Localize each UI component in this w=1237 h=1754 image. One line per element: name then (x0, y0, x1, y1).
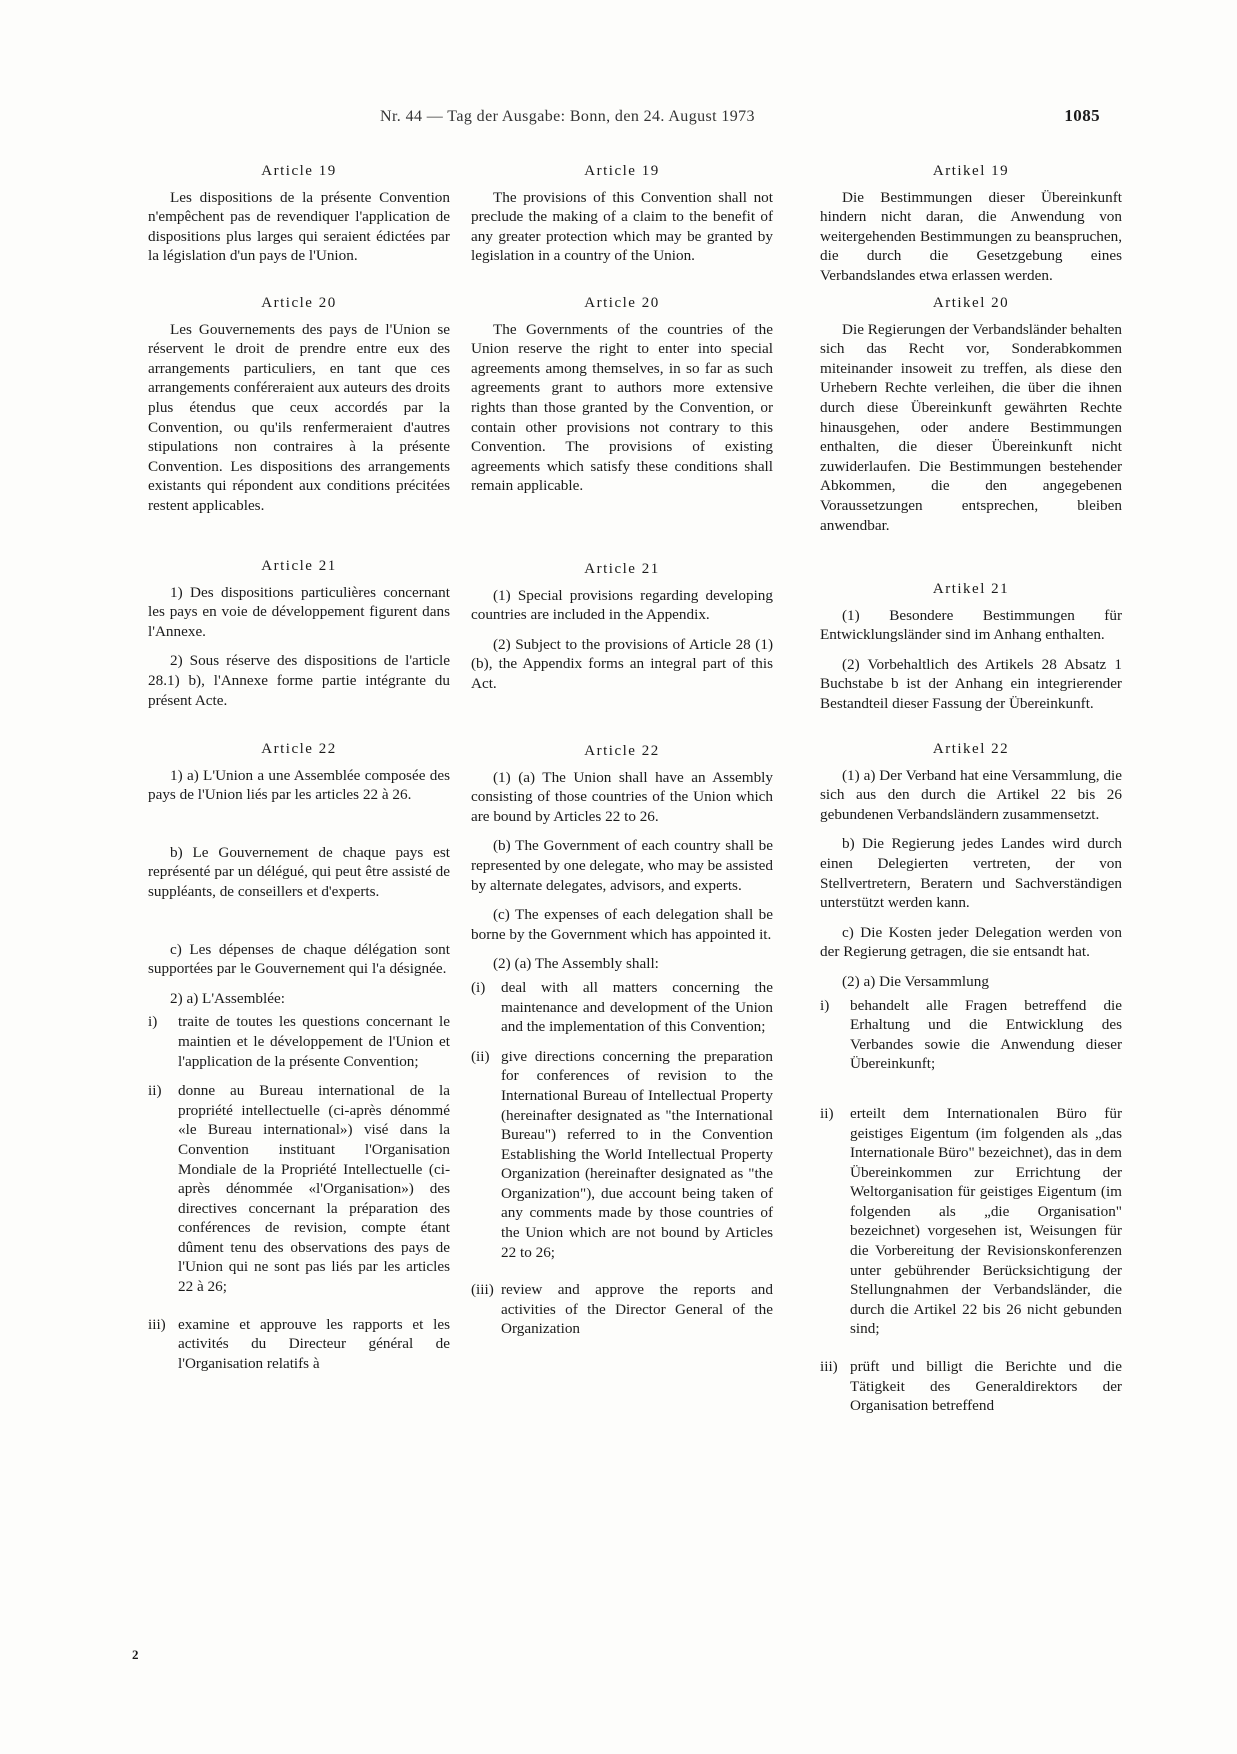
article-heading: Article 19 (584, 163, 660, 179)
article-paragraph: The Governments of the countries of the Union reserve the right to enter into special agreements among themselves, in so far as such agreements grant to authors more extensive rights than those granted by the Convention, or contain other provisions not contrary to this Convention. The provisions of existing agreements which satisfy these conditions shall remain applicable. (471, 320, 773, 495)
article-heading: Artikel 22 (932, 741, 1010, 757)
article-20-de (820, 294, 1122, 545)
list-item (820, 1357, 1122, 1416)
article-heading: Article 19 (261, 163, 337, 179)
signature-mark: 2 (132, 1647, 139, 1662)
article-paragraph: (2) (a) The Assembly shall: (493, 955, 659, 973)
article-paragraph: (1) Special provisions regarding developing countries are included in the Appendix. (471, 586, 773, 624)
article-paragraph: 1) a) L'Union a une Assemblée composée des pays de l'Union liés par les articles 22 à 26. (148, 766, 450, 804)
article-paragraph: c) Die Kosten jeder Delegation werden von der Regierung getragen, die sie entsandt hat. (820, 923, 1122, 961)
list-item (148, 1081, 450, 1297)
list-text: behandelt alle Fragen betreffend die Erhaltung und die Entwicklung des Verbandes sowie die Anwendung dieser Übereinkunft; (850, 996, 1122, 1073)
list-label: iii) (820, 1358, 838, 1376)
article-19-de (820, 162, 1122, 296)
list-text: prüft und billigt die Berichte und die Tätigkeit des Generaldirektors der Organisation betreffend (850, 1358, 1122, 1415)
list-label: ii) (148, 1082, 162, 1100)
article-20-en (471, 294, 773, 506)
article-heading: Article 21 (261, 558, 337, 574)
article-heading: Article 20 (584, 295, 660, 311)
list-text: give directions concerning the preparation for conferences of revision to the International Bureau of Intellectual Property (hereinafter designated as "the International Bureau") referred to in the Convention Establishing the World Intellectual Property Organization (hereinafter designated as "the Organization"), due account being taken of any comments made by those countries of the Union which are not bound by Articles 22 to 26; (501, 1047, 773, 1261)
list-item (820, 1104, 1122, 1339)
article-paragraph: c) Les dépenses de chaque délégation sont supportées par le Gouvernement qui l'a désignée. (148, 940, 450, 978)
article-heading: Article 21 (584, 561, 660, 577)
article-paragraph: (2) Subject to the provisions of Article 28 (1) (b), the Appendix forms an integral part of this Act. (471, 635, 773, 692)
article-paragraph: (1) (a) The Union shall have an Assembly consisting of those countries of the Union which are bound by Articles 22 to 26. (471, 768, 773, 825)
list-label: iii) (148, 1315, 166, 1333)
article-21-de (820, 580, 1122, 724)
list-text: donne au Bureau international de la propriété intellectuelle (ci-après dénommé «le Bureau international») visé dans la Convention instituant l'Organisation Mondiale de la Propriété Intellectuelle (ci-après dénommée «l'Organisation») des directives concernant la préparation des conférences de revision, compte étant dûment tenu des observations des pays de l'Union qui ne sont pas liés par les articles 22 à 26; (178, 1082, 450, 1296)
article-paragraph: (2) Vorbehaltlich des Artikels 28 Absatz 1 Buchstabe b ist der Anhang ein integrierender Bestandteil dieser Fassung der Übereinkunft. (820, 655, 1122, 712)
list-label: i) (148, 1013, 158, 1031)
article-19-en (471, 162, 773, 276)
list-text: examine et approuve les rapports et les activités du Directeur général de l'Organisation relatifs à (178, 1315, 450, 1372)
article-heading: Article 22 (261, 741, 337, 757)
list-item (471, 978, 773, 1037)
list-item (820, 996, 1122, 1074)
article-21-en (471, 560, 773, 704)
article-21-fr (148, 557, 450, 720)
article-paragraph: Les Gouvernements des pays de l'Union se réservent le droit de prendre entre eux des arrangements particuliers, en tant que ces arrangements conféreraient aux auteurs des droits plus étendus que ceux accordés par la Convention, ou qu'ils renfermeraient d'autres stipulations non contraires à la présente Convention. Les dispositions des arrangements existants qui répondent aux conditions précitées restent applicables. (148, 320, 450, 514)
list-item (471, 1047, 773, 1263)
article-paragraph: Die Regierungen der Verbandsländer behalten sich das Recht vor, Sonderabkommen miteinander insoweit zu treffen, als diese den Urhebern Rechte verleihen, die über die ihnen durch diese Übereinkunft gewährten Rechte hinausgehen, oder andere Bestimmungen enthalten, die dieser Übereinkunft nicht zuwiderlaufen. Die Bestimmungen bestehender Abkommen, die den angegebenen Voraussetzungen entsprechen, bleiben anwendbar. (820, 320, 1122, 534)
list-item (471, 1280, 773, 1339)
article-paragraph: Les dispositions de la présente Convention n'empêchent pas de revendiquer l'application de dispositions plus larges qui seraient édictées par la législation d'un pays de l'Union. (148, 188, 450, 265)
list-label: ii) (820, 1104, 834, 1122)
article-paragraph: Die Bestimmungen dieser Übereinkunft hindern nicht daran, die Anwendung von weitergehenden Bestimmungen zu beanspruchen, die durch die Gesetzgebung eines Verbandslandes etwa erlassen werden. (820, 188, 1122, 284)
article-heading: Artikel 19 (932, 163, 1010, 179)
list-text: deal with all matters concerning the maintenance and development of the Union and the implementation of this Convention; (501, 978, 773, 1036)
issue-title: Nr. 44 — Tag der Ausgabe: Bonn, den 24. August 1973 (380, 108, 755, 125)
article-paragraph: 1) Des dispositions particulières concernant les pays en voie de développement figurent dans l'Annexe. (148, 583, 450, 640)
list-label: (ii) (471, 1047, 490, 1065)
article-paragraph: The provisions of this Convention shall not preclude the making of a claim to the benefit of any greater protection which may be granted by legislation in a country of the Union. (471, 188, 773, 265)
list-label: (i) (471, 978, 486, 996)
article-heading: Article 20 (261, 295, 337, 311)
article-paragraph: 2) Sous réserve des dispositions de l'article 28.1) b), l'Annexe forme partie intégrante du présent Acte. (148, 652, 450, 709)
article-paragraph: b) Le Gouvernement de chaque pays est représenté par un délégué, qui peut être assisté de suppléants, de conseillers et d'experts. (148, 843, 450, 900)
article-heading: Artikel 20 (932, 295, 1010, 311)
article-heading: Article 22 (584, 743, 660, 759)
article-22-en (471, 742, 773, 1349)
article-paragraph: (c) The expenses of each delegation shall be borne by the Government which has appointed it. (471, 906, 773, 943)
article-heading: Artikel 21 (932, 581, 1010, 597)
page-number: 1085 (1064, 106, 1100, 125)
article-paragraph: (b) The Government of each country shall be represented by one delegate, who may be assisted by alternate delegates, advisors, and experts. (471, 837, 773, 894)
article-paragraph: 2) a) L'Assemblée: (170, 989, 285, 1007)
article-22-de (820, 740, 1122, 1426)
article-paragraph: b) Die Regierung jedes Landes wird durch einen Delegierten vertreten, der von Stellvertretern, Beratern und Sachverständigen unterstützt werden kann. (820, 835, 1122, 912)
list-text: traite de toutes les questions concernant le maintien et le développement de l'Union et l'application de la présente Convention; (178, 1013, 450, 1070)
list-text: erteilt dem Internationalen Büro für geistiges Eigentum (im folgenden als „das Internationale Büro" bezeichnet), das in dem Übereinkommen zur Errichtung der Weltorganisation für geistiges Eigentum (im folgenden als „die Organisation" bezeichnet) vorgesehen ist, Weisungen für die Vorbereitung der Revisionskonferenzen unter gebührender Berücksichtigung der Stellungnahmen der Verbandsländer, die durch die Artikel 22 bis 26 nicht gebunden sind; (850, 1104, 1122, 1338)
article-paragraph: (2) a) Die Versammlung (842, 972, 989, 990)
list-text: review and approve the reports and activities of the Director General of the Organization (501, 1281, 773, 1338)
article-20-fr (148, 294, 450, 526)
list-label: i) (820, 996, 830, 1014)
article-paragraph: (1) Besondere Bestimmungen für Entwicklungsländer sind im Anhang enthalten. (820, 606, 1122, 644)
article-22-fr (148, 740, 450, 1383)
list-label: (iii) (471, 1281, 494, 1299)
article-19-fr (148, 162, 450, 276)
article-paragraph: (1) a) Der Verband hat eine Versammlung, die sich aus den durch die Artikel 22 bis 26 gebundenen Verbandsländern zusammensetzt. (820, 766, 1122, 823)
list-item (148, 1012, 450, 1071)
list-item (148, 1315, 450, 1374)
